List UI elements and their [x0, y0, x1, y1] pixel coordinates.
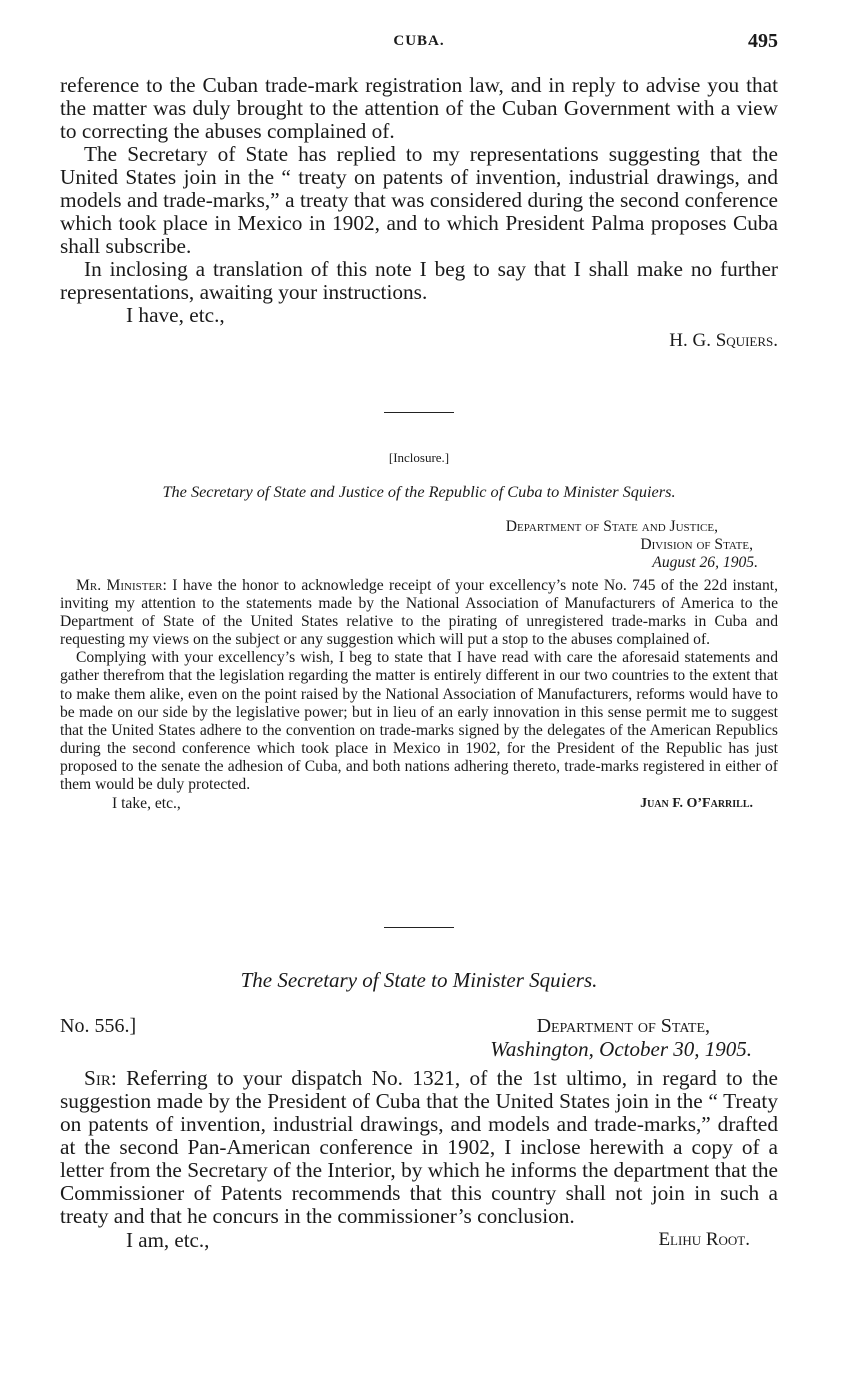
letter2-heading: The Secretary of State to Minister Squiers. [240, 968, 598, 992]
letter1-signature: H. G. Squiers. [669, 330, 778, 351]
inclosure-closing-row [60, 794, 778, 814]
letter1-paragraph-2: The Secretary of State has replied to my representations suggesting that the United States join in the “ treaty on patents of invention, industrial drawings, and models and trade-marks,” a treaty that was considered during the second conference which took place in Mexico in 1902, and to which President Palma proposes Cuba shall subscribe. [60, 142, 778, 258]
running-header [60, 30, 778, 54]
inclosure-dept-line-1: Department of State and Justice, [505, 518, 718, 535]
inclosure-salutation: Mr. Minister: [76, 577, 167, 594]
letter1-closing: I have, etc., [126, 303, 225, 327]
section-divider-2 [384, 927, 454, 928]
inclosure-heading: The Secretary of State and Justice of the Republic of Cuba to Minister Squiers. [162, 482, 676, 501]
letter2-dept-line: Department of State, [536, 1015, 710, 1037]
inclosure-label: [Inclosure.] [388, 450, 450, 465]
letter1-paragraph-3: In inclosing a translation of this note I beg to say that I shall make no further representations, awaiting your instructions. [60, 257, 778, 304]
inclosure-dept-line-2: Division of State, [640, 536, 753, 553]
letter2-closing: I am, etc., [126, 1228, 210, 1252]
inclosure-paragraph-2: Complying with your excellency’s wish, I beg to state that I have read with care the aforesaid statements and gather therefrom that the legislation regarding the matter is entirely different in our two countries to the extent that to make them alike, even on the point raised by the National Association of Manufacturers, reforms would have to be made on our side by the legislative power; but in lieu of an early innovation in this sense permit me to suggest that the United States adhere to the convention on trade-marks signed by the delegates of the American Republics during the second conference which took place in Mexico in 1902, for the President of the Republic has just proposed to the senate the adhesion of Cuba, and both nations adhering thereto, trade-marks registered in either of them would be duly protected. [60, 649, 778, 794]
running-title: CUBA. [393, 33, 445, 49]
letter1-closing-row [60, 304, 778, 327]
section-divider-1 [384, 412, 454, 413]
letter2-closing-row [60, 1228, 778, 1252]
inclosure-paragraph-1-text: I have the honor to acknowledge receipt of your excellency’s note No. 745 of the 22d instant, inviting my attention to the statements made by the National Association of Manufacturers of America to the Department of State of the United States relative to the pirating of unregistered trade-marks in Cuba and requesting my views on the subject or any suggestion which will put a stop to the abuses complained of. [60, 577, 778, 649]
letter2-number: No. 556.] [60, 1015, 137, 1037]
letter2-signature: Elihu Root. [658, 1229, 750, 1250]
inclosure-date: August 26, 1905. [652, 554, 758, 571]
letter2-dateline [60, 1015, 778, 1065]
inclosure-body [60, 577, 778, 814]
letter2-salutation: Sir: [84, 1066, 117, 1090]
inclosure-signature: Juan F. O’Farrill. [640, 796, 753, 812]
letter2-body [60, 1067, 778, 1252]
inclosure-closing: I take, etc., [112, 795, 181, 813]
inclosure-dateline [60, 518, 778, 572]
letter1-paragraph-1: reference to the Cuban trade-mark registration law, and in reply to advise you that the matter was duly brought to the attention of the Cuban Government with a view to correcting the abuses complained of. [60, 73, 778, 143]
letter2-paragraph-text: Referring to your dispatch No. 1321, of the 1st ultimo, in regard to the suggestion made by the President of Cuba that the United States join in the “ Treaty on patents of invention, industrial drawings, and models and trade-marks,” drafted at the second Pan-American conference in 1902, I inclose herewith a copy of a letter from the Secretary of the Interior, by which he informs the department that the Commissioner of Patents recommends that this country shall not join in such a treaty and that he concurs in the commissioner’s conclusion. [60, 1066, 778, 1228]
letter1-body [60, 74, 778, 352]
letter2-place-date: Washington, October 30, 1905. [490, 1037, 752, 1061]
page-number: 495 [748, 30, 778, 52]
letter2-paragraph [60, 1067, 778, 1228]
inclosure-paragraph-1 [60, 577, 778, 649]
